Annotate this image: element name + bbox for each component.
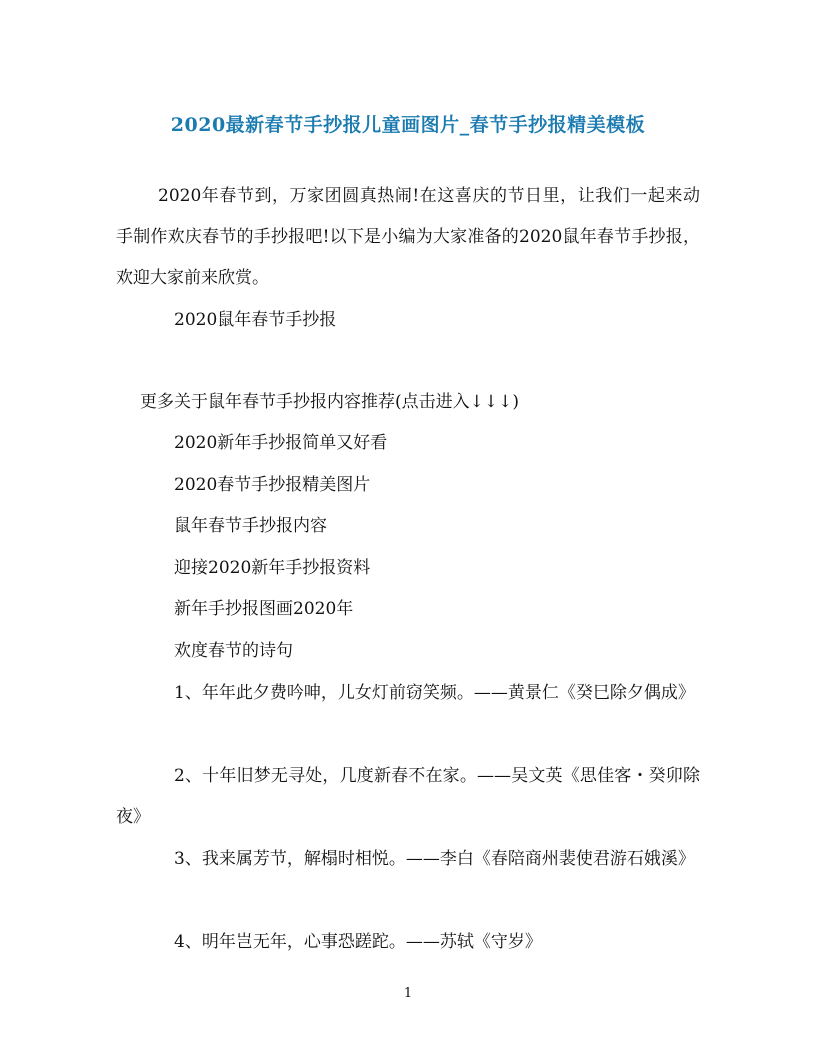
intro-paragraph: 2020年春节到，万家团圆真热闹!在这喜庆的节日里，让我们一起来动手制作欢庆春节的手抄报吧!以下是小编为大家准备的2020鼠年春节手抄报，欢迎大家前来欣赏。	[116, 186, 700, 288]
more-recommendations-heading: 更多关于鼠年春节手抄报内容推荐(点击进入↓↓↓)	[140, 392, 519, 412]
recommend-link-4[interactable]: 迎接2020新年手抄报资料	[174, 558, 371, 578]
recommend-link-1[interactable]: 2020新年手抄报简单又好看	[174, 433, 388, 453]
poem-line-1: 1、年年此夕费吟呻，儿女灯前窃笑频。——黄景仁《癸巳除夕偶成》	[174, 683, 695, 703]
recommend-link-2[interactable]: 2020春节手抄报精美图片	[174, 475, 371, 495]
poem-line-4: 4、明年岂无年，心事恐蹉跎。——苏轼《守岁》	[174, 932, 542, 952]
poem-line-3: 3、我来属芳节，解榻时相悦。——李白《春陪商州裴使君游石娥溪》	[174, 849, 695, 869]
section-heading-poems: 欢度春节的诗句	[174, 641, 293, 661]
document-title: 2020最新春节手抄报儿童画图片_春节手抄报精美模板	[170, 114, 646, 136]
poem-line-2: 2、十年旧梦无寻处，几度新春不在家。——吴文英《思佳客・癸卯除夜》	[116, 766, 700, 827]
page-number: 1	[403, 986, 413, 1001]
subheading: 2020鼠年春节手抄报	[174, 310, 337, 330]
recommend-link-3[interactable]: 鼠年春节手抄报内容	[174, 516, 327, 536]
recommend-link-5[interactable]: 新年手抄报图画2020年	[174, 599, 354, 619]
